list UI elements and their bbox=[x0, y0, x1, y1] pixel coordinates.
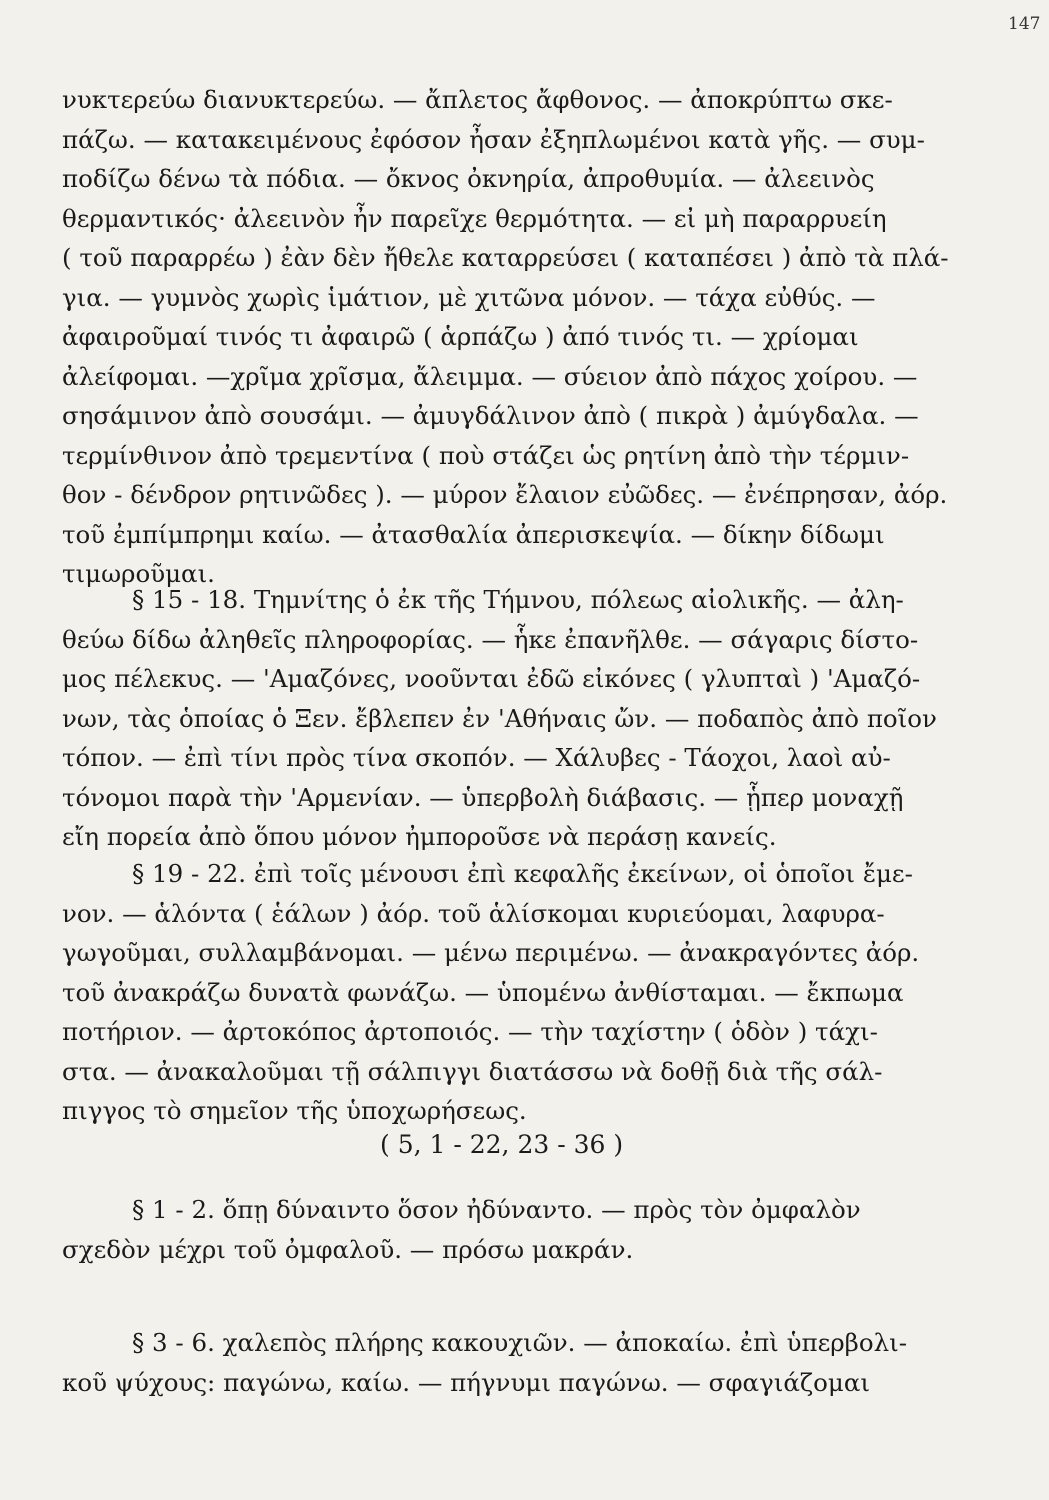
text-line: § 19 - 22. ἐπὶ τοῖς μένουσι ἐπὶ κεφαλῆς ἐκείνων, οἱ ὁποῖοι ἔμε- bbox=[132, 859, 913, 888]
text-line: θερμαντικός· ἀλεεινὸν ἦν παρεῖχε θερμότητα. — εἰ μὴ παραρρυείη bbox=[62, 203, 887, 233]
text-line: ποδίζω δένω τὰ πόδια. — ὄκνος ὀκνηρία, ἀπροθυμία. — ἀλεεινὸς bbox=[62, 164, 875, 193]
text-line: ποτήριον. — ἀρτοκόπος ἀρτοποιός. — τὴν ταχίστην ( ὁδὸν ) τάχι- bbox=[62, 1017, 878, 1046]
text-line: ἀλείφομαι. —χρῖμα χρῖσμα, ἄλειμμα. — σύειον ἀπὸ πάχος χοίρου. — bbox=[62, 361, 918, 391]
text-line: εἴη πορεία ἀπὸ ὅπου μόνον ἠμποροῦσε νὰ περάσῃ κανείς. bbox=[62, 822, 777, 851]
text-line: τοῦ ἀνακράζω δυνατὰ φωνάζω. — ὑπομένω ἀνθίσταμαι. — ἔκπωμα bbox=[62, 977, 904, 1007]
text-line: τοῦ ἐμπίμπρημι καίω. — ἀτασθαλία ἀπερισκεψία. — δίκην δίδωμι bbox=[62, 519, 885, 549]
text-line: § 3 - 6. χαλεπὸς πλήρης κακουχιῶν. — ἀποκαίω. ἐπὶ ὑπερβολι- bbox=[132, 1328, 907, 1357]
text-line: νον. — ἁλόντα ( ἑάλων ) ἀόρ. τοῦ ἁλίσκομαι κυριεύομαι, λαφυρα- bbox=[62, 898, 885, 928]
paragraph-section-19-22 bbox=[62, 854, 942, 1131]
text-line: θον - δένδρον ρητινῶδες ). — μύρον ἔλαιον εὐῶδες. — ἐνέπρησαν, ἀόρ. bbox=[62, 480, 948, 509]
text-line: σησάμινον ἀπὸ σουσάμι. — ἀμυγδάλινον ἀπὸ ( πικρὰ ) ἀμύγδαλα. — bbox=[62, 401, 919, 430]
text-line: τόπον. — ἐπὶ τίνι πρὸς τίνα σκοπόν. — Χάλυβες - Τάοχοι, λαοὶ αὐ- bbox=[62, 743, 891, 772]
text-line: θεύω δίδω ἀληθεῖς πληροφορίας. — ἧκε ἐπανῆλθε. — σάγαρις δίστο- bbox=[62, 624, 919, 654]
paragraph-section-15-18 bbox=[62, 580, 942, 857]
text-line: ( τοῦ παραρρέω ) ἐὰν δὲν ἤθελε καταρρεύσει ( καταπέσει ) ἀπὸ τὰ πλά- bbox=[62, 243, 949, 272]
chapter-heading: ( 5, 1 - 22, 23 - 36 ) bbox=[380, 1130, 624, 1159]
text-line: ἀφαιροῦμαί τινός τι ἀφαιρῶ ( ἁρπάζω ) ἀπό τινός τι. — χρίομαι bbox=[62, 322, 859, 351]
text-line: κοῦ ψύχους: παγώνω, καίω. — πήγνυμι παγώνω. — σφαγιάζομαι bbox=[62, 1367, 870, 1397]
text-line: για. — γυμνὸς χωρὶς ἱμάτιον, μὲ χιτῶνα μόνον. — τάχα εὐθύς. — bbox=[62, 282, 876, 312]
text-line: σχεδὸν μέχρι τοῦ ὀμφαλοῦ. — πρόσω μακράν. bbox=[62, 1234, 634, 1264]
text-line: § 1 - 2. ὅπῃ δύναιντο ὅσον ἠδύναντο. — πρὸς τὸν ὀμφαλὸν bbox=[132, 1195, 861, 1224]
text-line: γωγοῦμαι, συλλαμβάνομαι. — μένω περιμένω. — ἀνακραγόντες ἀόρ. bbox=[62, 938, 920, 967]
text-line: τόνομοι παρὰ τὴν 'Αρμενίαν. — ὑπερβολὴ διάβασις. — ᾗπερ μοναχῇ bbox=[62, 782, 904, 812]
paragraph-section-3-6 bbox=[62, 1323, 942, 1402]
page-number: 147 bbox=[1008, 14, 1041, 34]
text-line: τιμωροῦμαι. bbox=[62, 559, 215, 588]
text-line: μος πέλεκυς. — 'Αμαζόνες, νοοῦνται ἐδῶ εἰκόνες ( γλυπταὶ ) 'Αμαζό- bbox=[62, 664, 921, 693]
paragraph-vocabulary-1 bbox=[62, 80, 949, 594]
text-line: τερμίνθινον ἀπὸ τρεμεντίνα ( ποὺ στάζει ὡς ρητίνη ἀπὸ τὴν τέρμιν- bbox=[62, 440, 910, 470]
text-line: § 15 - 18. Τημνίτης ὁ ἐκ τῆς Τήμνου, πόλεως αἰολικῆς. — ἀλη- bbox=[132, 585, 904, 614]
text-line: στα. — ἀνακαλοῦμαι τῇ σάλπιγγι διατάσσω νὰ δοθῇ διὰ τῆς σάλ- bbox=[62, 1056, 883, 1086]
paragraph-section-1-2 bbox=[62, 1190, 942, 1269]
text-line: νυκτερεύω διανυκτερεύω. — ἄπλετος ἄφθονος. — ἀποκρύπτω σκε- bbox=[62, 85, 893, 114]
text-line: πιγγος τὸ σημεῖον τῆς ὑποχωρήσεως. bbox=[62, 1096, 527, 1125]
text-line: πάζω. — κατακειμένους ἐφόσον ἦσαν ἐξηπλωμένοι κατὰ γῆς. — συμ- bbox=[62, 124, 925, 154]
text-line: νων, τὰς ὁποίας ὁ Ξεν. ἔβλεπεν ἐν 'Αθήναις ὤν. — ποδαπὸς ἀπὸ ποῖον bbox=[62, 703, 937, 733]
